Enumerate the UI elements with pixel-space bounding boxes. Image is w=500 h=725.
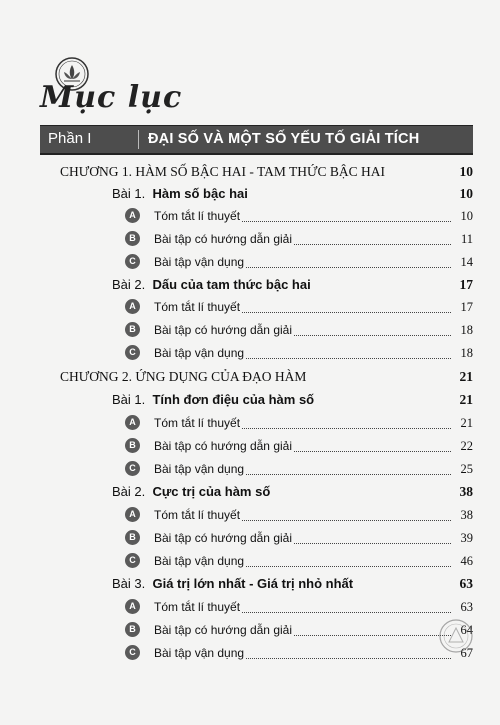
item-page: 46 [460, 554, 473, 568]
lesson-number: Bài 1. [112, 392, 146, 407]
lesson-title: Tính đơn điệu của hàm số [152, 392, 315, 407]
list-item[interactable] [125, 553, 473, 571]
lesson-2-1[interactable] [112, 392, 473, 412]
badge-a-icon: A [125, 599, 140, 614]
badge-a-icon: A [125, 299, 140, 314]
item-page: 11 [460, 232, 473, 246]
lesson-title: Giá trị lớn nhất - Giá trị nhỏ nhất [152, 576, 354, 591]
item-page: 10 [460, 209, 473, 223]
list-item[interactable] [125, 530, 473, 548]
lesson-page: 17 [459, 277, 473, 292]
item-title: Bài tập có hướng dẫn giải [154, 623, 292, 637]
item-title: Tóm tắt lí thuyết [154, 508, 241, 522]
item-title: Bài tập vận dụng [154, 346, 245, 360]
lesson-2-3[interactable] [112, 576, 473, 596]
item-page: 18 [460, 346, 473, 360]
list-item[interactable] [125, 507, 473, 525]
lesson-number: Bài 2. [112, 277, 146, 292]
lesson-title: Hàm số bậc hai [152, 186, 248, 201]
item-page: 64 [460, 623, 473, 637]
chapter-title: CHƯƠNG 1. HÀM SỐ BẬC HAI - TAM THỨC BẬC HAI [60, 164, 386, 179]
badge-c-icon: C [125, 645, 140, 660]
part-label: Phần I [48, 130, 92, 147]
lesson-number: Bài 3. [112, 576, 146, 591]
badge-a-icon: A [125, 507, 140, 522]
part-header [40, 125, 473, 155]
item-page: 17 [460, 300, 473, 314]
badge-b-icon: B [125, 322, 140, 337]
list-item[interactable] [125, 438, 473, 456]
item-page: 18 [460, 323, 473, 337]
item-page: 21 [460, 416, 473, 430]
item-title: Bài tập vận dụng [154, 462, 245, 476]
seal-watermark-icon [438, 618, 474, 654]
part-title: ĐẠI SỐ VÀ MỘT SỐ YẾU TỐ GIẢI TÍCH [148, 131, 420, 147]
list-item[interactable] [125, 208, 473, 226]
lesson-2-2[interactable] [112, 484, 473, 504]
lesson-page: 63 [459, 576, 473, 591]
item-title: Bài tập có hướng dẫn giải [154, 439, 292, 453]
item-title: Bài tập có hướng dẫn giải [154, 323, 292, 337]
item-page: 14 [460, 255, 473, 269]
item-title: Bài tập có hướng dẫn giải [154, 232, 292, 246]
item-title: Bài tập vận dụng [154, 255, 245, 269]
list-item[interactable] [125, 415, 473, 433]
badge-b-icon: B [125, 530, 140, 545]
lesson-number: Bài 1. [112, 186, 146, 201]
part-separator [138, 130, 139, 149]
item-page: 22 [460, 439, 473, 453]
item-page: 25 [460, 462, 473, 476]
item-page: 67 [460, 646, 473, 660]
list-item[interactable] [125, 622, 473, 640]
item-title: Bài tập vận dụng [154, 646, 245, 660]
badge-c-icon: C [125, 553, 140, 568]
badge-b-icon: B [125, 231, 140, 246]
item-title: Tóm tắt lí thuyết [154, 416, 241, 430]
badge-b-icon: B [125, 438, 140, 453]
list-item[interactable] [125, 299, 473, 317]
chapter-page: 10 [459, 164, 473, 179]
page-title: Mục lục [40, 80, 183, 115]
chapter-page: 21 [459, 369, 473, 384]
item-title: Bài tập có hướng dẫn giải [154, 531, 292, 545]
chapter-1[interactable] [60, 164, 473, 184]
list-item[interactable] [125, 345, 473, 363]
lesson-page: 38 [459, 484, 473, 499]
lesson-page: 21 [459, 392, 473, 407]
item-title: Tóm tắt lí thuyết [154, 300, 241, 314]
badge-b-icon: B [125, 622, 140, 637]
lesson-title: Cực trị của hàm số [152, 484, 271, 499]
list-item[interactable] [125, 461, 473, 479]
badge-c-icon: C [125, 345, 140, 360]
list-item[interactable] [125, 254, 473, 272]
list-item[interactable] [125, 231, 473, 249]
item-title: Bài tập vận dụng [154, 554, 245, 568]
badge-a-icon: A [125, 415, 140, 430]
item-page: 63 [460, 600, 473, 614]
lesson-title: Dấu của tam thức bậc hai [152, 277, 311, 292]
lesson-1-1[interactable] [112, 186, 473, 206]
item-title: Tóm tắt lí thuyết [154, 600, 241, 614]
chapter-2[interactable] [60, 369, 473, 389]
lesson-number: Bài 2. [112, 484, 146, 499]
item-page: 38 [460, 508, 473, 522]
chapter-title: CHƯƠNG 2. ỨNG DỤNG CỦA ĐẠO HÀM [60, 369, 307, 384]
badge-c-icon: C [125, 254, 140, 269]
badge-a-icon: A [125, 208, 140, 223]
list-item[interactable] [125, 322, 473, 340]
lesson-page: 10 [459, 186, 473, 201]
badge-c-icon: C [125, 461, 140, 476]
lesson-1-2[interactable] [112, 277, 473, 297]
list-item[interactable] [125, 645, 473, 663]
list-item[interactable] [125, 599, 473, 617]
item-page: 39 [460, 531, 473, 545]
item-title: Tóm tắt lí thuyết [154, 209, 241, 223]
